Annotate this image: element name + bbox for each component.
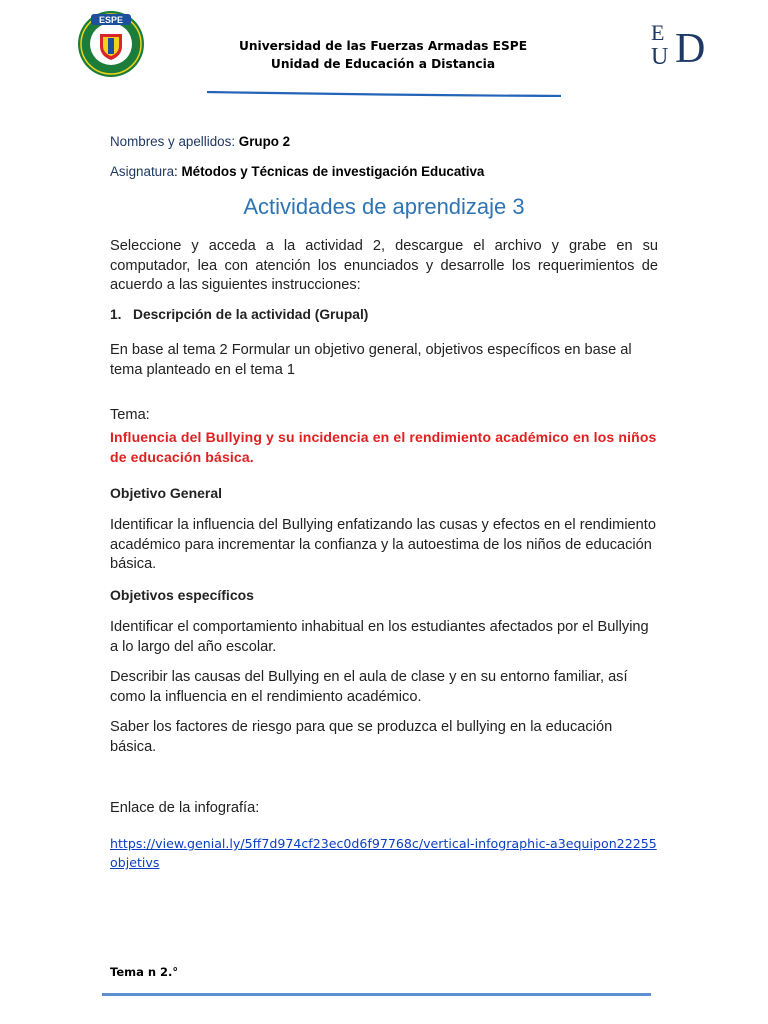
header-divider: [207, 84, 561, 90]
section-title: Descripción de la actividad (Grupal): [133, 307, 369, 322]
subject-value: Métodos y Técnicas de investigación Educativa: [181, 164, 485, 179]
link-label: Enlace de la infografía:: [110, 800, 260, 816]
names-line: Nombres y apellidos: Grupo 2: [110, 134, 291, 149]
specific-objectives-heading: Objetivos específicos: [110, 587, 254, 603]
infographic-link[interactable]: https://view.genial.ly/5ff7d974cf23ec0d6f97768c/vertical-infographic-a3equipon22255objetivs: [110, 836, 657, 870]
ud-logo-letter-e: E: [651, 20, 665, 45]
names-value: Grupo 2: [238, 134, 291, 149]
tema-label: Tema:: [110, 407, 150, 423]
intro-paragraph: Seleccione y acceda a la actividad 2, descargue el archivo y grabe en su computador, lea con atención los enunciados y desarrolle los requerimientos de acuerdo a las siguientes instrucciones:: [110, 238, 658, 293]
names-label: Nombres y apellidos: [110, 134, 232, 149]
task-paragraph: En base al tema 2 Formular un objetivo general, objetivos específicos en base al tema planteado en el tema 1: [110, 342, 632, 378]
specific-objective-item: Describir las causas del Bullying en el aula de clase y en su entorno familiar, así como la influencia en el rendimiento académico.: [110, 669, 628, 705]
section-heading: [110, 307, 368, 322]
specific-objective-item: Identificar el comportamiento inhabitual en los estudiantes afectados por el Bullying a lo largo del año escolar.: [110, 619, 649, 655]
espe-logo-text: ESPE: [98, 15, 124, 25]
ud-logo-letter-d: D: [675, 26, 706, 70]
ud-logo-letter-u: U: [651, 44, 669, 70]
section-number: 1.: [110, 307, 122, 322]
espe-logo: [72, 8, 150, 78]
unit-name: Unidad de Educación a Distancia: [270, 57, 496, 71]
page-title: Actividades de aprendizaje 3: [243, 194, 525, 219]
subject-line: Asignatura: Métodos y Técnicas de investigación Educativa: [110, 164, 485, 179]
subject-label: Asignatura: [110, 164, 175, 179]
general-objective-text: Identificar la influencia del Bullying enfatizando las cusas y efectos en el rendimiento académico para incrementar la confianza y la autoestima de los niños de educación básica.: [110, 517, 656, 572]
footer-divider: [102, 993, 651, 996]
institution-name: Universidad de las Fuerzas Armadas ESPE: [238, 39, 528, 53]
institution-block: [170, 37, 596, 73]
specific-objective-item: Saber los factores de riesgo para que se produzca el bullying en la educación básica.: [110, 719, 613, 755]
footer-text: Tema n 2.°: [110, 965, 179, 979]
ud-logo: [649, 18, 731, 70]
general-objective-heading: Objetivo General: [110, 485, 223, 501]
tema-title: Influencia del Bullying y su incidencia en el rendimiento académico en los niños de educación básica.: [110, 429, 657, 465]
